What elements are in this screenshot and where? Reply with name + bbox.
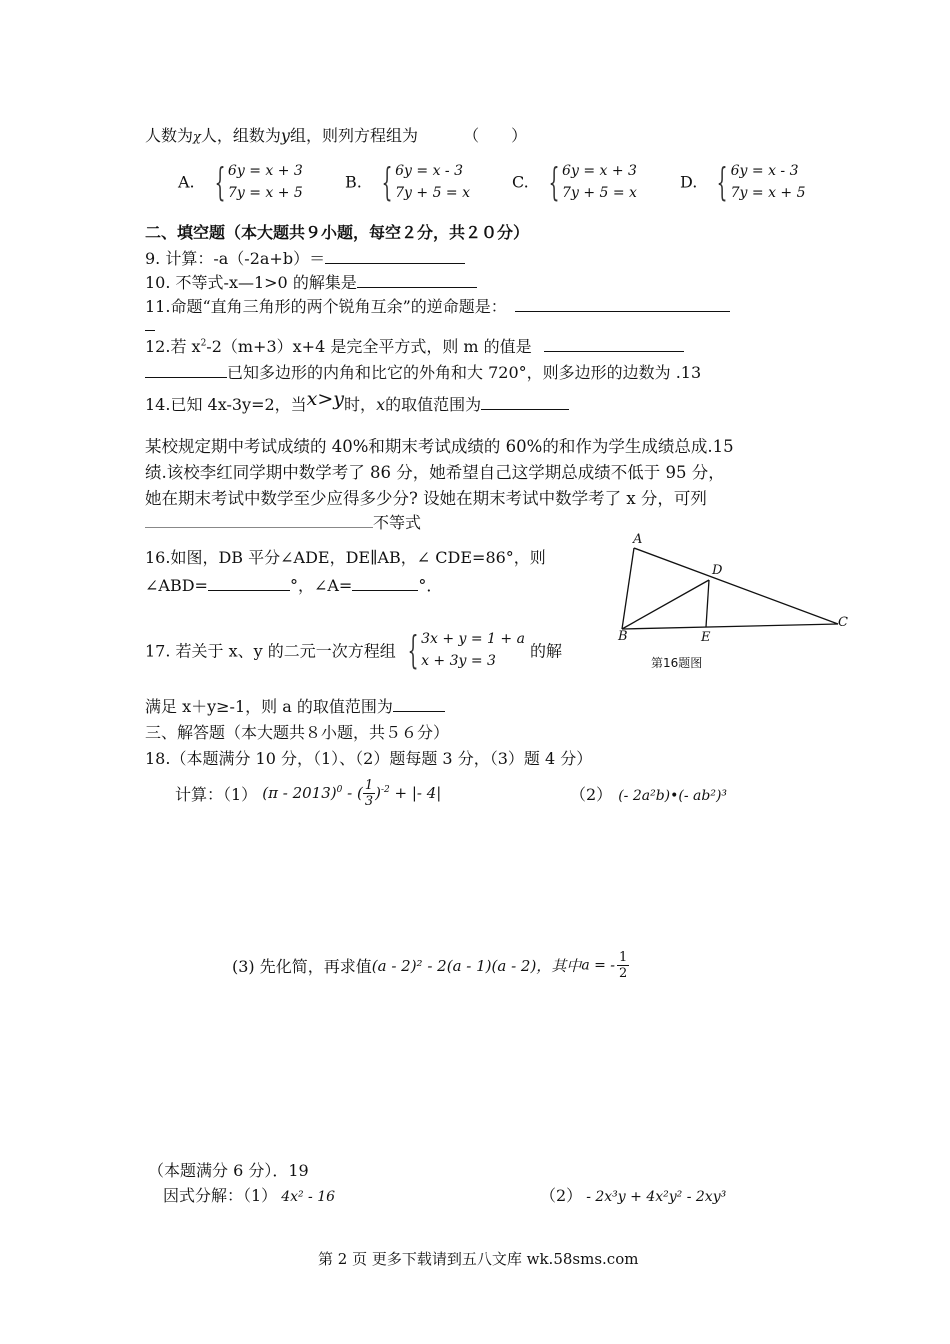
q18-part1: 计算：（1） (π - 2013)$^0$ - ( $\frac{1}{3}$ )$^{-2}$ + |- 4| [175, 778, 442, 809]
segment-bd [622, 580, 709, 629]
q10: 10. 不等式-x—1>0 的解集是 [145, 270, 477, 293]
q12: 12.若 $x^2-2(m+3)x+4$ 是完全平方式，则 m 的值是 [145, 334, 684, 357]
label-e: E [701, 630, 711, 645]
q17-line1: 17. 若关于 x、y 的二元一次方程组 { 3x + y = 1 + a x + 3y = 3 的解 [145, 628, 563, 672]
q8-stem: 人数为χ人，组数为y组，则列方程组为 （ ） [145, 126, 528, 145]
q15-line1: 某校规定期中考试成绩的 40%和期末考试成绩的 60%的和作为学生成绩总成.15 [145, 437, 734, 456]
q15-line3: 她在期末考试中数学至少应得多少分? 设她在期末考试中数学考了 x 分，可列 [145, 489, 707, 508]
q15-line2: 绩.该校李红同学期中数学考了 86 分，她希望自己这学期总成绩不低于 95 分， [145, 463, 725, 482]
q18-part2: （2） (- 2a²b)•(- ab²)³ [570, 785, 728, 804]
q8-option-d: D. { 6y = x - 3 7y = x + 5 [680, 160, 806, 204]
label-b: B [618, 629, 628, 644]
figure-caption: 第16题图 [651, 656, 703, 670]
q11-answer-line [145, 320, 155, 331]
section-2-title: 二、填空题（本大题共９小题，每空２分，共２０分） [145, 223, 530, 242]
segment-bc [622, 624, 838, 629]
q8-option-a: A. { 6y = x + 3 7y = x + 5 [178, 160, 303, 204]
q13: 已知多边形的内角和比它的外角和大 720°，则多边形的边数为 .13 [145, 360, 701, 383]
q11: 11.命题“直角三角形的两个锐角互余”的逆命题是： [145, 294, 730, 317]
q19-header: （本题满分 6 分）．19 [148, 1161, 309, 1180]
q18-header: 18.（本题满分 10 分，（1）、（2）题每题 3 分，（3）题 4 分） [145, 749, 593, 768]
q8-option-c: C. { 6y = x + 3 7y + 5 = x [512, 160, 637, 204]
segment-ac [634, 548, 838, 624]
q9: 9. 计算：-a（-2a+b）＝ [145, 246, 465, 269]
q15-line4: 不等式 [145, 510, 421, 533]
q8-option-b: B. { 6y = x - 3 7y + 5 = x [345, 160, 471, 204]
q16-line1: 16.如图，DB 平分∠ADE，DE∥AB，∠ CDE=86°，则 [145, 548, 546, 567]
segment-de [706, 580, 709, 627]
q18-part3: (3) 先化简，再求值(a - 2)² - 2(a - 1)(a - 2)，其中a = - $\frac{1}{2}$ [232, 950, 628, 981]
triangle-figure [605, 528, 865, 673]
section-3-title: 三、解答题（本大题共８小题，共５６分） [145, 723, 450, 742]
q19-part2: （2） - 2x³y + 4x²y² - 2xy³ [540, 1186, 727, 1205]
label-d: D [712, 563, 723, 578]
segment-ab [622, 548, 634, 629]
page-footer: 第 2 页 更多下载请到五八文库 wk.58sms.com [318, 1250, 639, 1268]
q16-line2: ∠ABD= °，∠A= °． [145, 576, 443, 595]
label-a: A [633, 532, 643, 547]
q19-part1: 因式分解：（1） 4x² - 16 [163, 1186, 336, 1205]
label-c: C [838, 615, 848, 630]
q14: 14.已知 4x-3y=2，当x>y时，x的取值范围为 [145, 392, 569, 415]
q17-line2: 满足 x＋y≥-1，则 a 的取值范围为 [145, 694, 445, 717]
